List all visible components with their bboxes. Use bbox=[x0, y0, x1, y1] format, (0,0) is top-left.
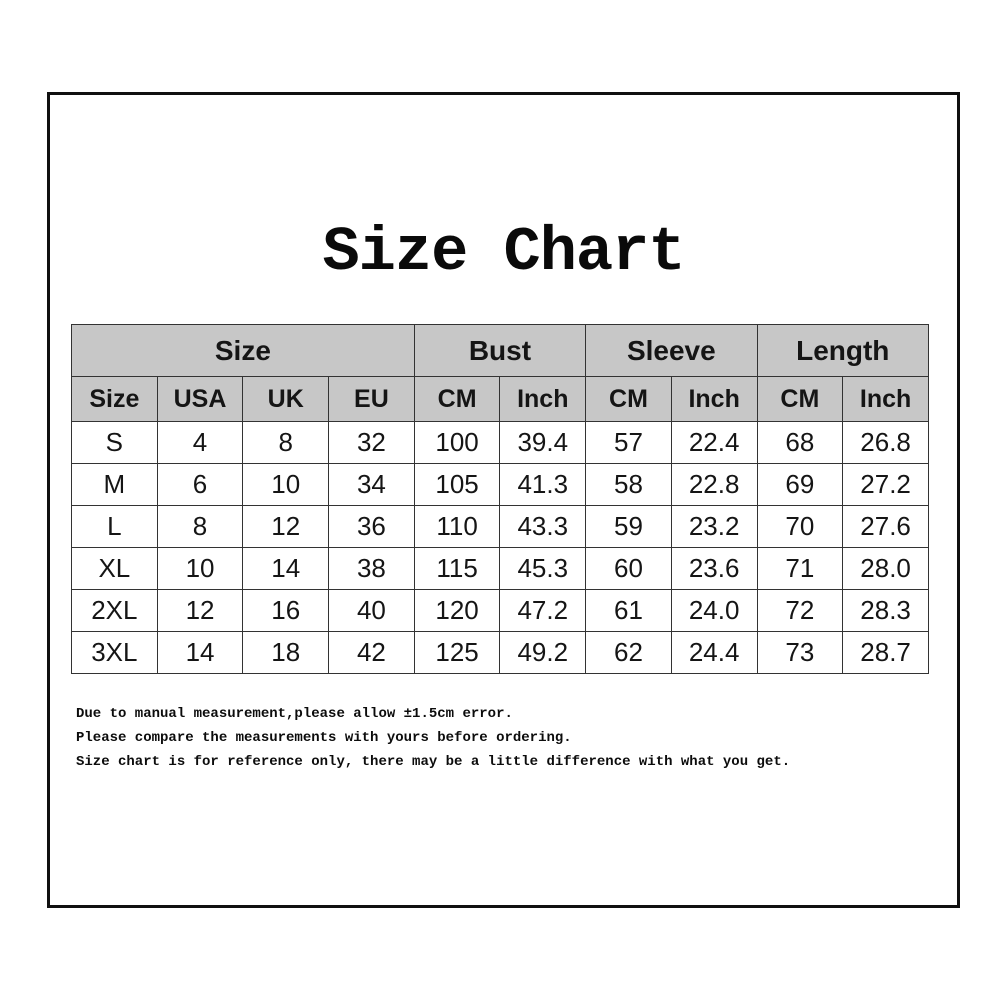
table-row bbox=[72, 506, 929, 548]
table-cell: 22.4 bbox=[671, 422, 757, 464]
table-cell: 26.8 bbox=[843, 422, 929, 464]
table-cell: 38 bbox=[329, 548, 415, 590]
table-cell: 8 bbox=[243, 422, 329, 464]
sub-header-cell: Size bbox=[72, 377, 158, 422]
size-table-head bbox=[72, 325, 929, 422]
table-cell: 49.2 bbox=[500, 632, 586, 674]
table-cell: 73 bbox=[757, 632, 843, 674]
table-cell: 6 bbox=[157, 464, 243, 506]
table-row bbox=[72, 548, 929, 590]
sub-header-cell: EU bbox=[329, 377, 415, 422]
table-cell: 23.2 bbox=[671, 506, 757, 548]
sub-header-cell: Inch bbox=[843, 377, 929, 422]
table-cell: 40 bbox=[329, 590, 415, 632]
table-cell: 18 bbox=[243, 632, 329, 674]
sub-header-cell: USA bbox=[157, 377, 243, 422]
table-cell: 105 bbox=[414, 464, 500, 506]
table-cell: 68 bbox=[757, 422, 843, 464]
table-cell: 69 bbox=[757, 464, 843, 506]
table-cell: 12 bbox=[157, 590, 243, 632]
table-cell: 42 bbox=[329, 632, 415, 674]
table-cell: 34 bbox=[329, 464, 415, 506]
table-cell: XL bbox=[72, 548, 158, 590]
size-table bbox=[71, 324, 929, 674]
table-cell: 2XL bbox=[72, 590, 158, 632]
note-line: Size chart is for reference only, there may be a little difference with what you get. bbox=[76, 754, 791, 770]
table-cell: 41.3 bbox=[500, 464, 586, 506]
table-row bbox=[72, 422, 929, 464]
table-cell: M bbox=[72, 464, 158, 506]
table-cell: 120 bbox=[414, 590, 500, 632]
group-header-row bbox=[72, 325, 929, 377]
table-cell: 62 bbox=[586, 632, 672, 674]
size-table-body bbox=[72, 422, 929, 674]
notes-block bbox=[76, 702, 790, 774]
table-cell: 22.8 bbox=[671, 464, 757, 506]
table-cell: 8 bbox=[157, 506, 243, 548]
table-cell: 28.3 bbox=[843, 590, 929, 632]
table-cell: 43.3 bbox=[500, 506, 586, 548]
table-cell: 110 bbox=[414, 506, 500, 548]
table-cell: 27.2 bbox=[843, 464, 929, 506]
table-cell: 71 bbox=[757, 548, 843, 590]
table-cell: 125 bbox=[414, 632, 500, 674]
table-cell: 10 bbox=[157, 548, 243, 590]
sub-header-cell: UK bbox=[243, 377, 329, 422]
table-cell: 39.4 bbox=[500, 422, 586, 464]
table-cell: 12 bbox=[243, 506, 329, 548]
table-cell: 27.6 bbox=[843, 506, 929, 548]
table-cell: 70 bbox=[757, 506, 843, 548]
table-cell: 3XL bbox=[72, 632, 158, 674]
table-cell: 28.7 bbox=[843, 632, 929, 674]
chart-frame bbox=[47, 92, 960, 908]
group-header-cell: Sleeve bbox=[586, 325, 757, 377]
table-cell: 61 bbox=[586, 590, 672, 632]
table-cell: 32 bbox=[329, 422, 415, 464]
table-cell: L bbox=[72, 506, 158, 548]
note-line: Please compare the measurements with yours before ordering. bbox=[76, 730, 572, 746]
table-cell: 58 bbox=[586, 464, 672, 506]
sub-header-cell: Inch bbox=[500, 377, 586, 422]
table-cell: 14 bbox=[157, 632, 243, 674]
table-cell: S bbox=[72, 422, 158, 464]
sub-header-cell: CM bbox=[757, 377, 843, 422]
table-cell: 72 bbox=[757, 590, 843, 632]
sub-header-row bbox=[72, 377, 929, 422]
table-cell: 28.0 bbox=[843, 548, 929, 590]
group-header-cell: Bust bbox=[414, 325, 585, 377]
page-title: Size Chart bbox=[322, 217, 685, 288]
table-cell: 115 bbox=[414, 548, 500, 590]
group-header-cell: Length bbox=[757, 325, 929, 377]
sub-header-cell: Inch bbox=[671, 377, 757, 422]
group-header-cell: Size bbox=[72, 325, 415, 377]
table-row bbox=[72, 464, 929, 506]
note-line: Due to manual measurement,please allow ±1.5cm error. bbox=[76, 706, 513, 722]
sub-header-cell: CM bbox=[414, 377, 500, 422]
table-cell: 47.2 bbox=[500, 590, 586, 632]
table-cell: 14 bbox=[243, 548, 329, 590]
table-cell: 59 bbox=[586, 506, 672, 548]
table-cell: 60 bbox=[586, 548, 672, 590]
table-cell: 23.6 bbox=[671, 548, 757, 590]
table-cell: 4 bbox=[157, 422, 243, 464]
table-cell: 57 bbox=[586, 422, 672, 464]
table-row bbox=[72, 632, 929, 674]
table-cell: 10 bbox=[243, 464, 329, 506]
table-cell: 45.3 bbox=[500, 548, 586, 590]
table-cell: 24.0 bbox=[671, 590, 757, 632]
table-row bbox=[72, 590, 929, 632]
table-cell: 16 bbox=[243, 590, 329, 632]
table-cell: 24.4 bbox=[671, 632, 757, 674]
table-cell: 36 bbox=[329, 506, 415, 548]
sub-header-cell: CM bbox=[586, 377, 672, 422]
table-cell: 100 bbox=[414, 422, 500, 464]
